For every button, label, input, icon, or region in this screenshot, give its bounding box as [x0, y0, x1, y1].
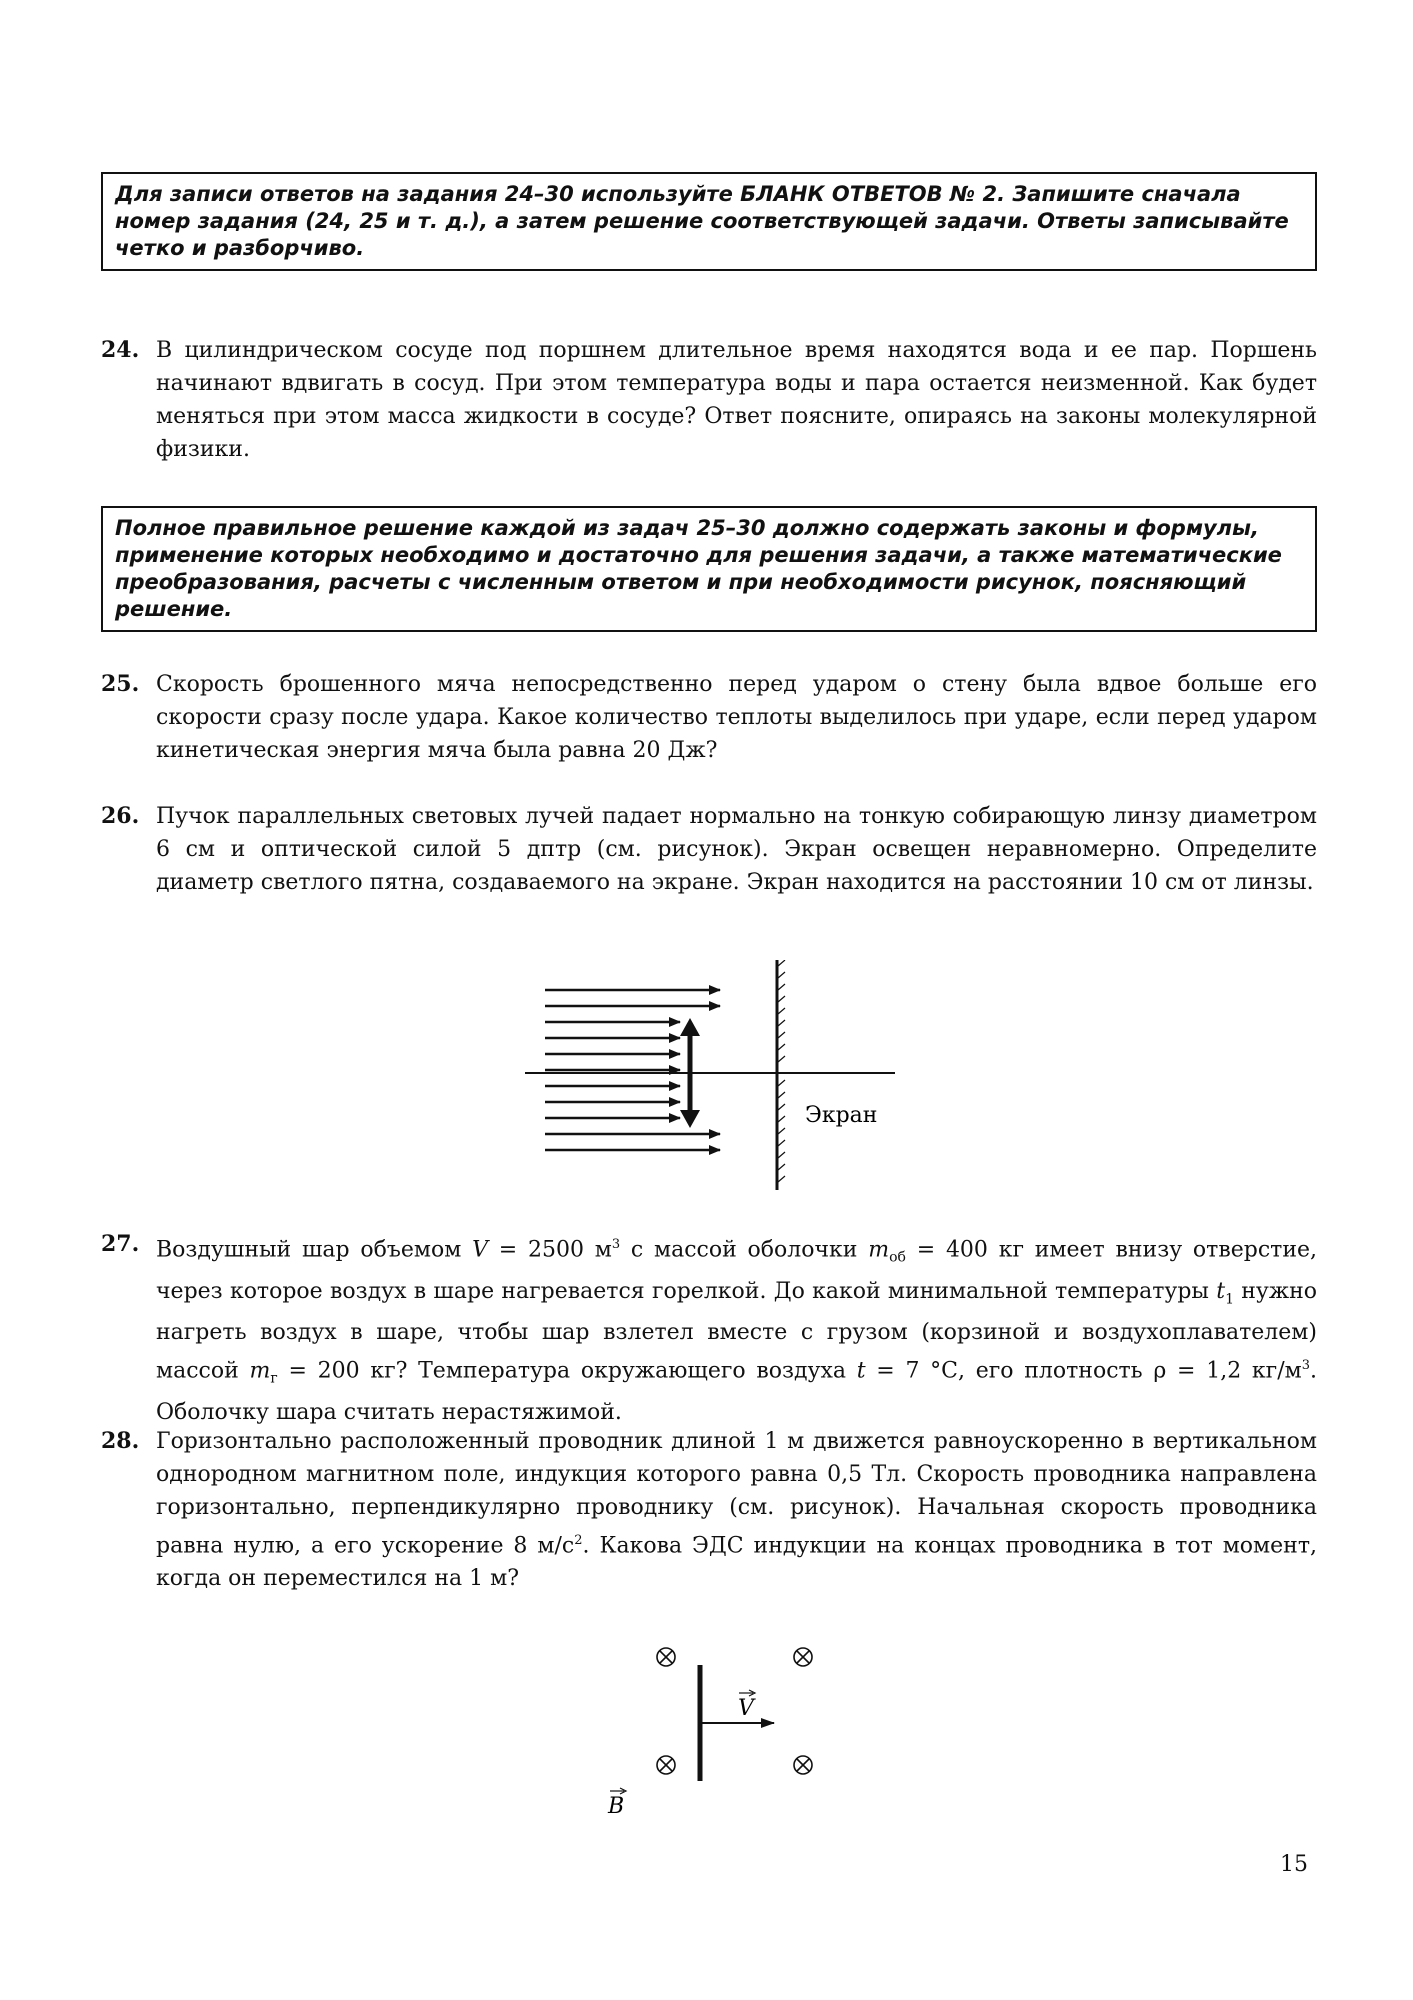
instruction-box-solution [101, 506, 1317, 632]
field-into-page-icon [657, 1756, 675, 1774]
task-text: Горизонтально расположенный проводник длиной 1 м движется равноускоренно в вертикальном однородном магнитном поле, индукция которого равна 0,5 Тл. Скорость проводника направлена горизонтально, перпендикулярно проводнику (см. рисунок). Начальная скорость проводника равна нулю, а его ускорение 8 $м/с^2$. Какова ЭДС индукции на концах проводника в тот момент, когда он переместился на 1 м? [156, 1429, 1318, 1592]
task-number: 26. [101, 803, 140, 829]
svg-text:V: V [738, 1696, 754, 1721]
task-text: Пучок параллельных световых лучей падает нормально на тонкую собирающую линзу диаметром 6 см и оптической силой 5 дптр (см. рисунок). Экран освещен неравномерно. Определите диаметр светлого пятна, создаваемого на экране. Экран находится на расстоянии 10 см от линзы. [156, 804, 1317, 895]
task-27 [101, 1228, 1317, 1429]
task-number: 27. [101, 1231, 140, 1257]
task-text: Скорость брошенного мяча непосредственно перед ударом о стену была вдвое больше его скорости сразу после удара. Какое количество теплоты выделилось при ударе, если перед ударом кинетическая энергия мяча была равна 20 Дж? [156, 672, 1317, 763]
task-25 [101, 668, 1317, 767]
lens-screen-figure [520, 960, 900, 1200]
screen [777, 960, 785, 1190]
light-rays [545, 990, 720, 1150]
field-label [607, 1788, 626, 1819]
magnetic-field-symbols [657, 1648, 812, 1774]
instruction-box-answers [101, 172, 1317, 271]
field-into-page-icon [794, 1756, 812, 1774]
velocity-label [738, 1690, 756, 1721]
svg-text:B: B [608, 1794, 625, 1819]
task-number: 25. [101, 671, 140, 697]
task-28 [101, 1425, 1317, 1595]
page-number: 15 [1280, 1852, 1308, 1877]
task-24 [101, 334, 1317, 466]
task-number: 24. [101, 337, 140, 363]
field-into-page-icon [794, 1648, 812, 1666]
task-text: В цилиндрическом сосуде под поршнем длительное время находятся вода и ее пар. Поршень начинают вдвигать в сосуд. При этом температура воды и пара остается неизменной. Как будет меняться при этом масса жидкости в сосуде? Ответ поясните, опираясь на законы молекулярной физики. [156, 338, 1317, 462]
instruction-text: Полное правильное решение каждой из задач 25–30 должно содержать законы и формулы, применение которых необходимо и достаточно для решения задачи, а также математические преобразования, расчеты с численным ответом и при необходимости рисунок, поясняющий решение. [115, 516, 1282, 621]
task-26 [101, 800, 1317, 899]
screen-label: Экран [805, 1103, 878, 1128]
task-number: 28. [101, 1428, 140, 1454]
task-text: Воздушный шар объемом V = 2500 $м^3$ с массой оболочки $m_{об} = 400$ кг имеет внизу отверстие, через которое воздух в шаре нагревается горелкой. До какой минимальной температуры $t_1$ нужно нагреть воздух в шаре, чтобы шар взлетел вместе с грузом (корзиной и воздухоплавателем) массой $m_г = 200$ кг? Температура окружающего воздуха t = 7 °С, его плотность ρ = 1,2 $кг/м^3$. Оболочку шара считать нерастяжимой. [156, 1237, 1318, 1425]
instruction-text: Для записи ответов на задания 24–30 используйте БЛАНК ОТВЕТОВ № 2. Запишите сначала номер задания (24, 25 и т. д.), а затем решение соответствующей задачи. Ответы записывайте четко и разборчиво. [115, 182, 1289, 260]
field-into-page-icon [657, 1648, 675, 1666]
conductor-field-figure [600, 1625, 840, 1825]
